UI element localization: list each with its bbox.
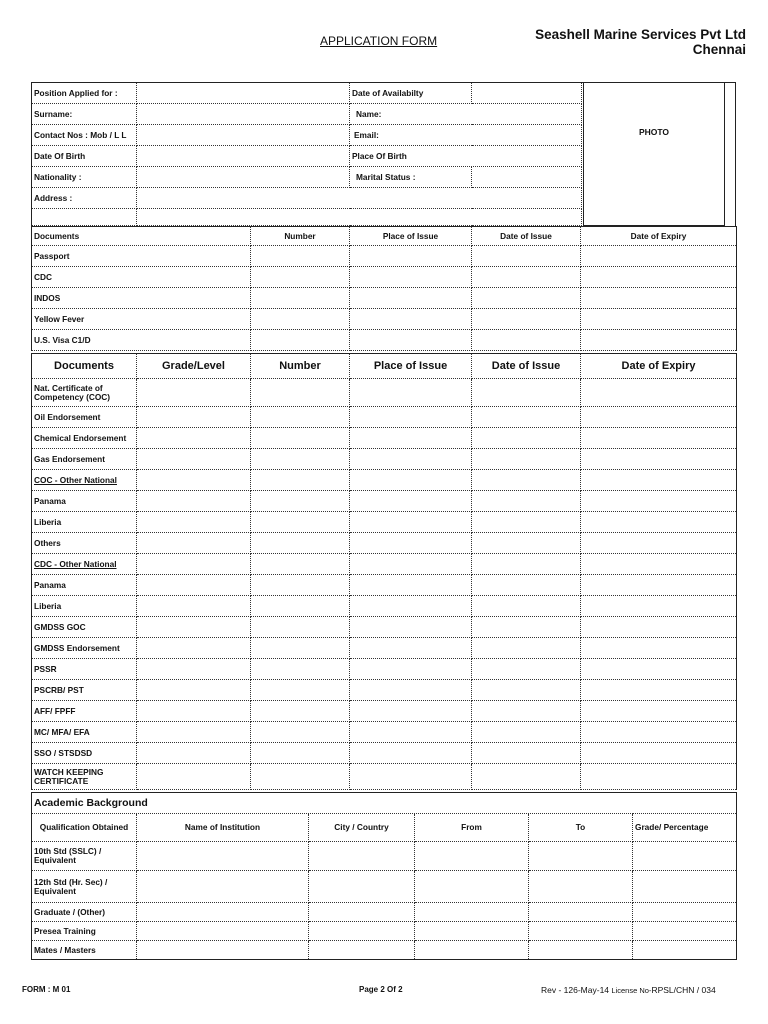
table-row [32, 246, 737, 267]
table-row [32, 842, 737, 871]
contact-label: Contact Nos : Mob / L L [32, 125, 137, 146]
cell[interactable] [137, 512, 251, 533]
row-label: GMDSS GOC [32, 617, 137, 638]
table-row [32, 596, 737, 617]
cell[interactable] [472, 428, 581, 449]
academic-header-row [32, 814, 737, 842]
cell[interactable] [251, 267, 350, 288]
table-row [32, 491, 737, 512]
marital-label-text: Marital Status : [356, 171, 416, 182]
row-label: Presea Training [32, 922, 137, 941]
cell[interactable] [472, 491, 581, 512]
name-label-text: Name: [356, 108, 382, 119]
revision: Rev - 126-May-14 [541, 985, 610, 995]
cell[interactable] [137, 842, 309, 871]
table-row [32, 871, 737, 903]
row-label: Oil Endorsement [32, 407, 137, 428]
cell[interactable] [137, 617, 251, 638]
row-label: COC - Other National [32, 470, 137, 491]
cell[interactable] [581, 743, 737, 764]
cell[interactable] [350, 701, 472, 722]
cell[interactable] [581, 246, 737, 267]
cell[interactable] [137, 449, 251, 470]
company-name: Seashell Marine Services Pvt Ltd [535, 27, 746, 42]
col-number: Number [251, 227, 350, 246]
table-row [32, 428, 737, 449]
cell[interactable] [472, 617, 581, 638]
cell[interactable] [350, 743, 472, 764]
personal-details-table [31, 82, 582, 226]
address-label: Address : [32, 188, 137, 209]
row-label: Mates / Masters [32, 941, 137, 960]
row-label: WATCH KEEPING CERTIFICATE [32, 764, 137, 790]
table-row [32, 743, 737, 764]
cell[interactable] [633, 903, 737, 922]
cell[interactable] [137, 701, 251, 722]
cell[interactable] [472, 379, 581, 407]
table-row [32, 941, 737, 960]
page-number: Page 2 Of 2 [359, 985, 403, 994]
row-label: SSO / STSDSD [32, 743, 137, 764]
cell[interactable] [529, 903, 633, 922]
cell[interactable] [350, 533, 472, 554]
position-applied-label: Position Applied for : [32, 83, 137, 104]
table-row [32, 617, 737, 638]
cell[interactable] [350, 246, 472, 267]
row-label: INDOS [32, 288, 251, 309]
col-date-of-issue: Date of Issue [472, 354, 581, 379]
cell[interactable] [251, 617, 350, 638]
cell[interactable] [472, 407, 581, 428]
cell[interactable] [137, 491, 251, 512]
cell[interactable] [415, 903, 529, 922]
row-label: Gas Endorsement [32, 449, 137, 470]
cell[interactable] [350, 491, 472, 512]
cell[interactable] [251, 379, 350, 407]
col-date-of-expiry: Date of Expiry [581, 227, 737, 246]
cell[interactable] [472, 470, 581, 491]
row-label: Graduate / (Other) [32, 903, 137, 922]
academic-table [31, 792, 737, 960]
cell[interactable] [350, 617, 472, 638]
cell[interactable] [137, 407, 251, 428]
table-row [32, 575, 737, 596]
cell[interactable] [472, 330, 581, 351]
cell[interactable] [251, 533, 350, 554]
col-to: To [529, 814, 633, 842]
col-grade: Grade/ Percentage [633, 814, 737, 842]
documents-header-row [32, 227, 737, 246]
cell[interactable] [581, 470, 737, 491]
cell[interactable] [309, 903, 415, 922]
cell[interactable] [137, 941, 309, 960]
address-label-cont [32, 209, 137, 226]
cell[interactable] [251, 743, 350, 764]
certificates-header-row [32, 354, 737, 379]
cell[interactable] [251, 288, 350, 309]
cell[interactable] [581, 428, 737, 449]
academic-body [32, 842, 737, 960]
surname-label: Surname: [32, 104, 137, 125]
cell[interactable] [581, 533, 737, 554]
cell[interactable] [581, 267, 737, 288]
cell[interactable] [350, 554, 472, 575]
cell[interactable] [251, 659, 350, 680]
cell[interactable] [581, 596, 737, 617]
row-label: PSCRB/ PST [32, 680, 137, 701]
cell[interactable] [137, 575, 251, 596]
form-code: FORM : M 01 [22, 985, 71, 994]
cell[interactable] [415, 842, 529, 871]
cell[interactable] [581, 309, 737, 330]
cell[interactable] [350, 575, 472, 596]
email-label-text: Email: [354, 129, 379, 140]
cell[interactable] [137, 764, 251, 790]
cell[interactable] [529, 871, 633, 903]
cell[interactable] [472, 701, 581, 722]
cell[interactable] [350, 722, 472, 743]
cell[interactable] [581, 512, 737, 533]
table-row [32, 638, 737, 659]
cell[interactable] [472, 596, 581, 617]
cell[interactable] [472, 680, 581, 701]
row-label: Passport [32, 246, 251, 267]
cell[interactable] [350, 288, 472, 309]
position-applied-field[interactable] [137, 83, 350, 104]
row-label: CDC - Other National [32, 554, 137, 575]
cell[interactable] [251, 309, 350, 330]
cell[interactable] [137, 379, 251, 407]
cell[interactable] [137, 659, 251, 680]
photo-box[interactable] [583, 82, 725, 226]
table-row [32, 722, 737, 743]
cell[interactable] [137, 596, 251, 617]
cell[interactable] [137, 871, 309, 903]
cell[interactable] [350, 470, 472, 491]
row-label: MC/ MFA/ EFA [32, 722, 137, 743]
cell[interactable] [350, 379, 472, 407]
license-label: License No- [611, 986, 652, 995]
col-date-of-expiry: Date of Expiry [581, 354, 737, 379]
row-label: Chemical Endorsement [32, 428, 137, 449]
cell[interactable] [137, 554, 251, 575]
cell[interactable] [581, 288, 737, 309]
table-row [32, 379, 737, 407]
cell[interactable] [472, 512, 581, 533]
col-date-of-issue: Date of Issue [472, 227, 581, 246]
table-row [32, 680, 737, 701]
pob-label: Place Of Birth [350, 146, 582, 167]
address-field-cont[interactable] [137, 209, 582, 226]
company-header [535, 27, 746, 57]
address-field[interactable] [137, 188, 582, 209]
table-row [32, 533, 737, 554]
cell[interactable] [251, 554, 350, 575]
row-label: Nat. Certificate of Competency (COC) [32, 379, 137, 407]
cell[interactable] [472, 638, 581, 659]
cell[interactable] [350, 407, 472, 428]
date-availability-field[interactable] [472, 83, 582, 104]
cell[interactable] [472, 764, 581, 790]
cell[interactable] [581, 701, 737, 722]
marital-label [350, 167, 472, 188]
cell[interactable] [581, 330, 737, 351]
table-row [32, 903, 737, 922]
row-label: GMDSS Endorsement [32, 638, 137, 659]
cell[interactable] [350, 330, 472, 351]
cell[interactable] [251, 512, 350, 533]
cell[interactable] [581, 659, 737, 680]
cell[interactable] [581, 680, 737, 701]
cell[interactable] [137, 428, 251, 449]
col-documents: Documents [32, 227, 251, 246]
row-label: CDC [32, 267, 251, 288]
cell[interactable] [472, 743, 581, 764]
table-row [32, 470, 737, 491]
cell[interactable] [251, 449, 350, 470]
cell[interactable] [633, 842, 737, 871]
cell[interactable] [581, 449, 737, 470]
table-row [32, 764, 737, 790]
cell[interactable] [472, 288, 581, 309]
photo-label: PHOTO [638, 127, 670, 137]
name-label [350, 104, 582, 125]
col-institution: Name of Institution [137, 814, 309, 842]
form-title: APPLICATION FORM [320, 34, 438, 48]
cell[interactable] [472, 309, 581, 330]
col-documents: Documents [32, 354, 137, 379]
table-row [32, 554, 737, 575]
col-place-of-issue: Place of Issue [350, 227, 472, 246]
row-label: Liberia [32, 512, 137, 533]
cell[interactable] [581, 575, 737, 596]
cell[interactable] [633, 941, 737, 960]
row-label: 12th Std (Hr. Sec) / Equivalent [32, 871, 137, 903]
cell[interactable] [137, 922, 309, 941]
cell[interactable] [415, 941, 529, 960]
cell[interactable] [350, 659, 472, 680]
row-label: 10th Std (SSLC) / Equivalent [32, 842, 137, 871]
cell[interactable] [350, 512, 472, 533]
cell[interactable] [251, 680, 350, 701]
table-row [32, 288, 737, 309]
cell[interactable] [581, 617, 737, 638]
certificates-body [32, 379, 737, 790]
col-grade-level: Grade/Level [137, 354, 251, 379]
col-number: Number [251, 354, 350, 379]
cell[interactable] [350, 764, 472, 790]
email-label [350, 125, 582, 146]
cell[interactable] [529, 842, 633, 871]
cell[interactable] [633, 871, 737, 903]
cell[interactable] [137, 722, 251, 743]
marital-field[interactable] [472, 167, 582, 188]
col-from: From [415, 814, 529, 842]
cell[interactable] [309, 842, 415, 871]
cell[interactable] [251, 575, 350, 596]
cell[interactable] [350, 449, 472, 470]
row-label: Yellow Fever [32, 309, 251, 330]
cell[interactable] [251, 701, 350, 722]
cell[interactable] [137, 743, 251, 764]
cell[interactable] [472, 659, 581, 680]
table-row [32, 701, 737, 722]
certificates-table [31, 353, 737, 790]
table-row [32, 449, 737, 470]
cell[interactable] [472, 533, 581, 554]
table-row [32, 922, 737, 941]
cell[interactable] [472, 575, 581, 596]
dob-label: Date Of Birth [32, 146, 137, 167]
cell[interactable] [309, 922, 415, 941]
row-label: Panama [32, 491, 137, 512]
cell[interactable] [350, 428, 472, 449]
surname-field[interactable] [137, 104, 350, 125]
date-availability-label: Date of Availabilty [350, 83, 472, 104]
license-number: RPSL/CHN / 034 [651, 985, 716, 995]
cell[interactable] [350, 638, 472, 659]
cell[interactable] [251, 638, 350, 659]
cell[interactable] [581, 554, 737, 575]
cell[interactable] [529, 922, 633, 941]
nationality-field[interactable] [137, 167, 350, 188]
contact-field[interactable] [137, 125, 350, 146]
cell[interactable] [633, 922, 737, 941]
cell[interactable] [581, 638, 737, 659]
cell[interactable] [581, 722, 737, 743]
row-label: Others [32, 533, 137, 554]
row-label: Liberia [32, 596, 137, 617]
cell[interactable] [415, 871, 529, 903]
cell[interactable] [472, 246, 581, 267]
dob-field[interactable] [137, 146, 350, 167]
cell[interactable] [581, 491, 737, 512]
col-qualification: Qualification Obtained [32, 814, 137, 842]
row-label: PSSR [32, 659, 137, 680]
cell[interactable] [251, 722, 350, 743]
cell[interactable] [350, 680, 472, 701]
cell[interactable] [581, 764, 737, 790]
col-place-of-issue: Place of Issue [350, 354, 472, 379]
cell[interactable] [137, 533, 251, 554]
revision-info [541, 985, 716, 995]
company-city: Chennai [692, 42, 746, 57]
cell[interactable] [251, 764, 350, 790]
cell[interactable] [350, 596, 472, 617]
col-city-country: City / Country [309, 814, 415, 842]
cell[interactable] [472, 554, 581, 575]
table-row [32, 309, 737, 330]
academic-title: Academic Background [32, 793, 737, 814]
cell[interactable] [309, 941, 415, 960]
cell[interactable] [472, 267, 581, 288]
table-row [32, 659, 737, 680]
table-row [32, 267, 737, 288]
cell[interactable] [137, 680, 251, 701]
table-row [32, 512, 737, 533]
cell[interactable] [137, 470, 251, 491]
cell[interactable] [137, 638, 251, 659]
cell[interactable] [472, 449, 581, 470]
cell[interactable] [251, 596, 350, 617]
cell[interactable] [251, 428, 350, 449]
row-label: AFF/ FPFF [32, 701, 137, 722]
row-label: Panama [32, 575, 137, 596]
cell[interactable] [350, 309, 472, 330]
cell[interactable] [472, 722, 581, 743]
cell[interactable] [251, 330, 350, 351]
cell[interactable] [251, 470, 350, 491]
row-label: U.S. Visa C1/D [32, 330, 251, 351]
cell[interactable] [251, 246, 350, 267]
cell[interactable] [529, 941, 633, 960]
cell[interactable] [350, 267, 472, 288]
cell[interactable] [415, 922, 529, 941]
cell[interactable] [251, 407, 350, 428]
cell[interactable] [251, 491, 350, 512]
cell[interactable] [137, 903, 309, 922]
cell[interactable] [581, 379, 737, 407]
cell[interactable] [309, 871, 415, 903]
cell[interactable] [581, 407, 737, 428]
nationality-label: Nationality : [32, 167, 137, 188]
table-row [32, 407, 737, 428]
table-row [32, 330, 737, 351]
documents-table [31, 226, 737, 351]
